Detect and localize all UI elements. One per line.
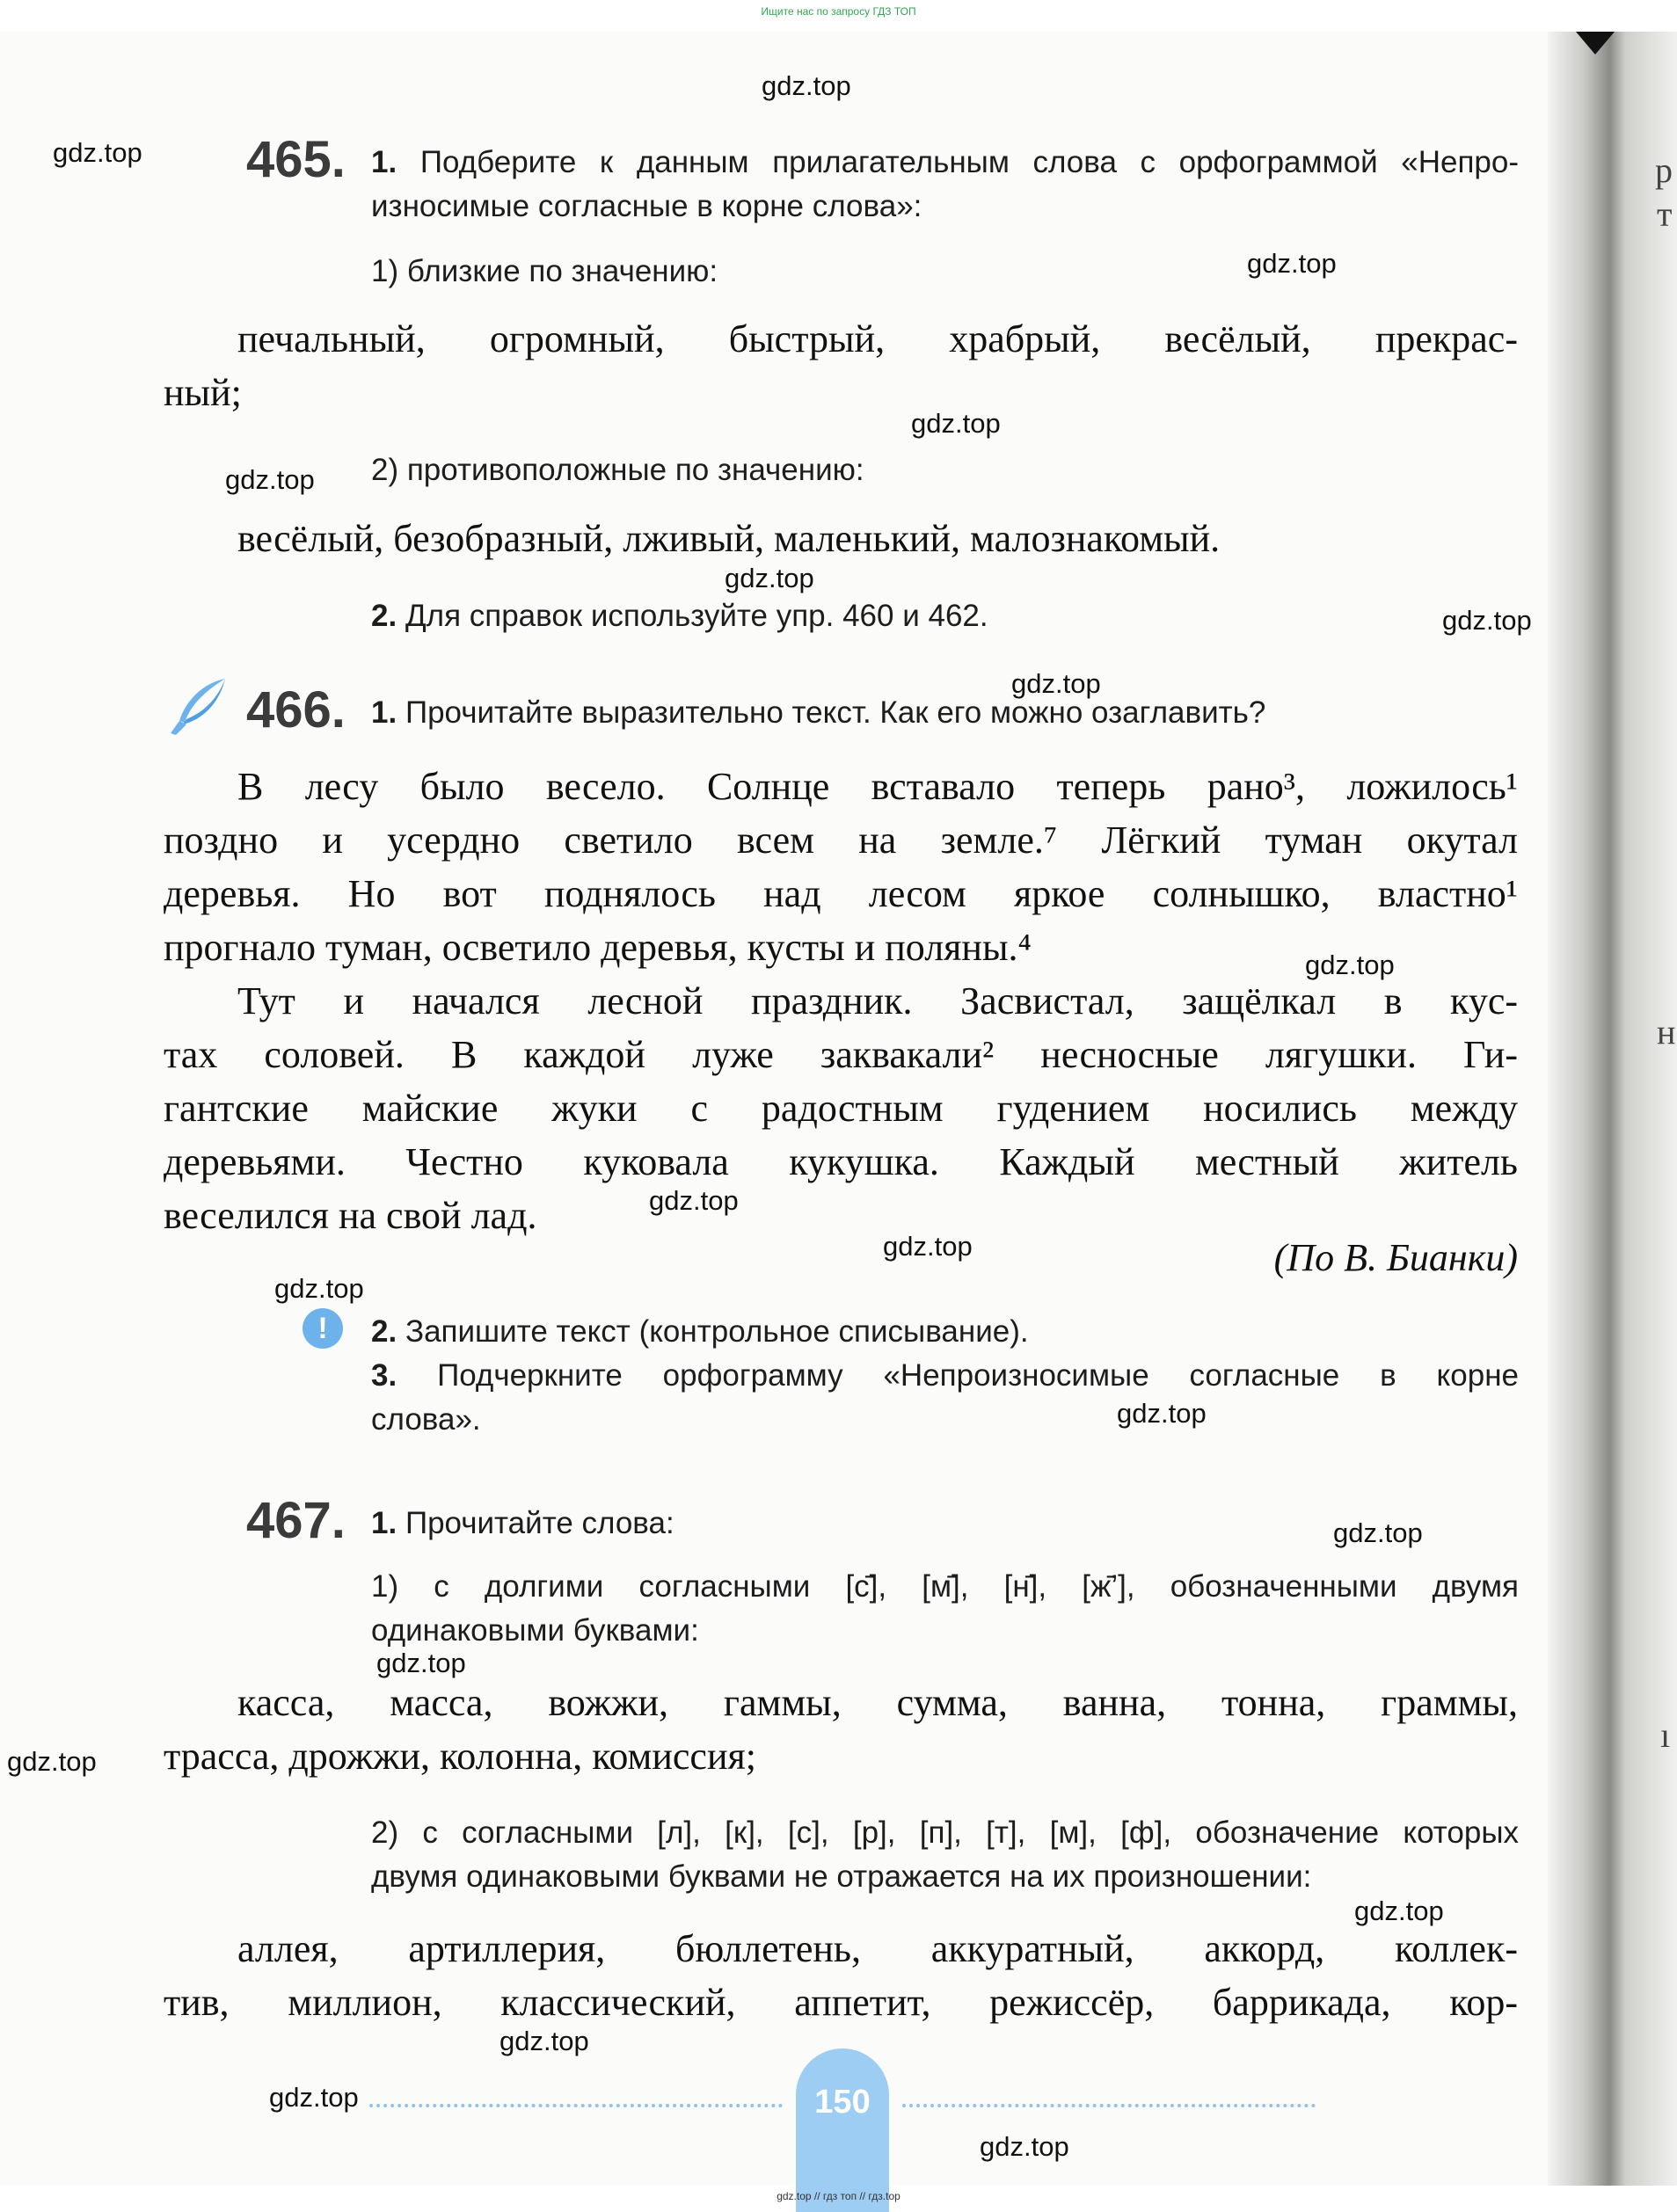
task-number: 2.	[371, 599, 397, 633]
exercise-467-words2	[164, 1922, 1518, 2029]
task-number: 2.	[371, 1314, 397, 1349]
watermark: gdz.top	[1305, 950, 1395, 980]
task-text: 1) с долгими согласными [с̄], [м̄], [н̄], [ж̄’], обозначенными двумя	[371, 1569, 1519, 1604]
margin-fragment: н	[1657, 1012, 1676, 1051]
watermark: gdz.top	[499, 2026, 589, 2056]
task-text: 2) с согласными [л], [к], [с], [р], [п], [т], [м], [ф], обозначение которых	[371, 1815, 1519, 1850]
watermark: gdz.top	[1011, 668, 1101, 699]
exercise-465-task1	[371, 141, 1519, 229]
task-text: износимые согласные в корне слова»:	[371, 189, 922, 223]
watermark: gdz.top	[7, 1746, 97, 1777]
text-line: трасса, дрожжи, колонна, комиссия;	[164, 1735, 756, 1778]
text-line: аллея, артиллерия, бюллетень, аккуратный, аккорд, коллек-	[237, 1927, 1518, 1970]
exercise-465-words2: весёлый, безобразный, лживый, маленький, малознакомый.	[237, 517, 1221, 560]
watermark: gdz.top	[1442, 605, 1532, 636]
exercise-465-sub2: 2) противоположные по значению:	[371, 453, 864, 487]
text-line: гантские майские жуки с радостным гудением носились между	[164, 1087, 1518, 1130]
exercise-466-paragraph1	[164, 760, 1518, 974]
text-line: деревья. Но вот поднялось над лесом яркое солнышко, властно¹	[164, 872, 1518, 915]
task-text: слова».	[371, 1402, 481, 1437]
exercise-466-task1	[371, 691, 1265, 735]
footer-dotted-line	[369, 2104, 783, 2107]
feather-pen-icon	[167, 675, 230, 739]
watermark: gdz.top	[1247, 248, 1337, 279]
task-number: 1.	[371, 1506, 397, 1540]
watermark: gdz.top	[225, 464, 315, 495]
text-line: тив, миллион, классический, аппетит, режиссёр, баррикада, кор-	[164, 1981, 1518, 2024]
watermark: gdz.top	[725, 563, 814, 593]
watermark: gdz.top	[269, 2082, 359, 2113]
watermark: gdz.top	[376, 1648, 466, 1678]
exercise-467-task1	[371, 1502, 674, 1546]
task-text: одинаковыми буквами:	[371, 1613, 699, 1648]
task-number: 3.	[371, 1358, 397, 1393]
exercise-467-words1	[164, 1676, 1518, 1783]
task-text: Для справок используйте упр. 460 и 462.	[405, 599, 988, 633]
watermark: gdz.top	[883, 1231, 973, 1262]
task-text: Подчеркните орфограмму «Непроизносимые согласные в корне	[437, 1358, 1519, 1393]
top-note: Ищите нас по запросу ГДЗ ТОП	[761, 5, 916, 18]
watermark: gdz.top	[1333, 1517, 1423, 1548]
task-text: Прочитайте выразительно текст. Как его можно озаглавить?	[405, 695, 1266, 730]
page-number: 150	[814, 2084, 871, 2121]
page-number-badge	[796, 2048, 889, 2212]
watermark: gdz.top	[649, 1185, 739, 1216]
watermark: gdz.top	[274, 1273, 364, 1304]
footer-dotted-line	[902, 2104, 1316, 2107]
exercise-466-paragraph2	[164, 974, 1518, 1242]
watermark: gdz.top	[53, 137, 142, 168]
exercise-465-number: 465.	[246, 131, 346, 188]
text-line: поздно и усердно светило всем на земле.⁷ Лёгкий туман окутал	[164, 819, 1518, 862]
task-text: Подберите к данным прилагательным слова с орфограммой «Непро-	[419, 145, 1519, 179]
margin-fragment: р	[1655, 150, 1673, 190]
bookmark-triangle	[1576, 32, 1615, 55]
exercise-466-task2	[371, 1310, 1029, 1354]
text-line: деревьями. Честно куковала кукушка. Каждый местный житель	[164, 1140, 1518, 1183]
exercise-465-sub1: 1) близкие по значению:	[371, 254, 718, 288]
text-line: ный;	[164, 371, 242, 414]
task-text: Запишите текст (контрольное списывание).	[405, 1314, 1029, 1349]
exercise-467-number: 467.	[246, 1492, 346, 1549]
text-source: (По В. Бианки)	[1273, 1236, 1518, 1279]
watermark: gdz.top	[911, 408, 1001, 439]
margin-fragment: т	[1657, 194, 1673, 234]
text-line: прогнало туман, осветило деревья, кусты и поляны.⁴	[164, 926, 1032, 969]
text-line: В лесу было весело. Солнце вставало теперь рано³, ложилось¹	[237, 765, 1518, 808]
exclamation-icon: !	[303, 1308, 343, 1349]
task-number: 1.	[371, 145, 397, 179]
exercise-466-task3	[371, 1354, 1519, 1442]
exercise-467-sub1	[371, 1565, 1519, 1653]
exercise-465-words1	[164, 312, 1518, 419]
watermark: gdz.top	[762, 70, 851, 101]
watermark: gdz.top	[1354, 1895, 1444, 1926]
text-line: тах соловей. В каждой луже заквакали² несносные лягушки. Ги-	[164, 1033, 1518, 1076]
watermark: gdz.top	[980, 2131, 1069, 2162]
bottom-note: gdz.top // гдз топ // гдз.top	[777, 2190, 900, 2202]
text-line: касса, масса, вожжи, гаммы, сумма, ванна, тонна, граммы,	[237, 1681, 1518, 1724]
task-text: двумя одинаковыми буквами не отражается на их произношении:	[371, 1859, 1312, 1894]
exercise-465-task2	[371, 594, 988, 638]
book-spine-shadow	[1548, 32, 1677, 2186]
text-line: печальный, огромный, быстрый, храбрый, весёлый, прекрас-	[237, 317, 1518, 360]
task-text: Прочитайте слова:	[405, 1506, 674, 1540]
text-line: веселился на свой лад.	[164, 1194, 537, 1237]
watermark: gdz.top	[1117, 1398, 1207, 1429]
exercise-466-number: 466.	[246, 681, 346, 739]
task-number: 1.	[371, 695, 397, 730]
exercise-467-sub2	[371, 1811, 1519, 1899]
text-line: Тут и начался лесной праздник. Засвистал, защёлкал в кус-	[237, 979, 1518, 1022]
margin-fragment: ı	[1660, 1715, 1671, 1755]
